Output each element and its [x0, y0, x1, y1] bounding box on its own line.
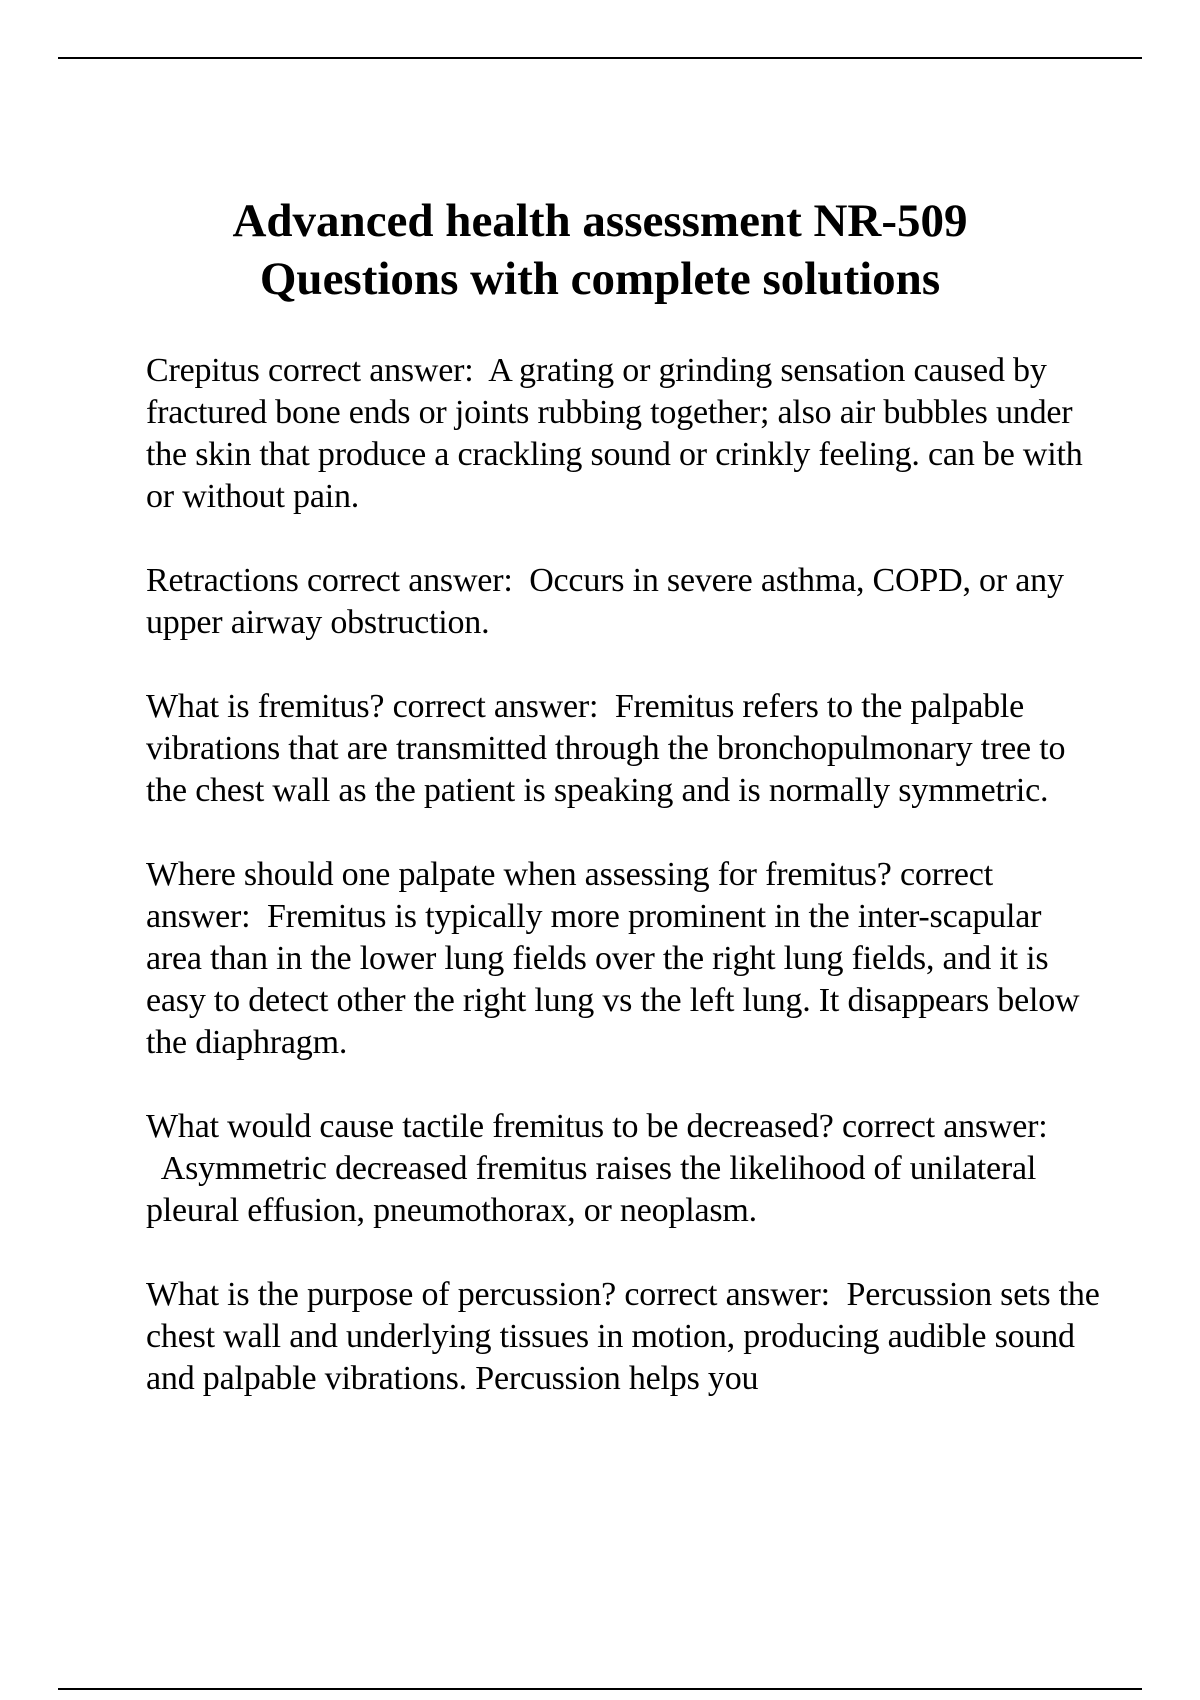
question-text: What is the purpose of percussion?: [146, 1276, 617, 1313]
qa-entry-crepitus: [146, 350, 1102, 518]
answer-marker: correct answer:: [624, 1276, 830, 1313]
qa-entry-percussion: [146, 1274, 1102, 1400]
qa-entry-fremitus-palpation: [146, 854, 1102, 1064]
question-text: Retractions: [146, 562, 299, 599]
qa-entry-retractions: [146, 560, 1102, 644]
answer-marker: correct answer:: [392, 688, 599, 725]
answer-marker: correct answer:: [306, 562, 513, 599]
answer-text: Occurs in severe asthma, COPD, or any upper airway obstruction.: [146, 562, 1064, 641]
qa-entry-decreased-fremitus: [146, 1106, 1102, 1232]
qa-entry-fremitus-definition: [146, 686, 1102, 812]
title-line-1: Advanced health assessment NR-509: [232, 195, 968, 247]
question-text: What is fremitus?: [146, 688, 385, 725]
qa-list: [146, 350, 1102, 1400]
answer-marker: correct answer:: [841, 1108, 1048, 1145]
answer-text: Fremitus refers to the palpable vibrations that are transmitted through the bronchopulmonary tree to the chest wall as the patient is speaking and is normally symmetric.: [146, 688, 1066, 809]
answer-text: Asymmetric decreased fremitus raises the likelihood of unilateral pleural effusion, pneumothorax, or neoplasm.: [146, 1150, 1037, 1229]
answer-marker: correct answer:: [267, 352, 474, 389]
answer-text: A grating or grinding sensation caused by fractured bone ends or joints rubbing together; also air bubbles under the skin that produce a crackling sound or crinkly feeling. can be with or without pain.: [146, 352, 1083, 515]
answer-text: Percussion sets the chest wall and underlying tissues in motion, producing audible sound and palpable vibrations. Percussion helps you: [146, 1276, 1100, 1397]
document-title: [100, 192, 1100, 308]
question-text: What would cause tactile fremitus to be decreased?: [146, 1108, 834, 1145]
top-rule: [58, 57, 1142, 59]
answer-text: Fremitus is typically more prominent in the inter-scapular area than in the lower lung fields over the right lung fields, and it is easy to detect other the right lung vs the left lung. It disappears below the diaphragm.: [146, 898, 1080, 1061]
bottom-rule: [58, 1688, 1142, 1690]
title-line-2: Questions with complete solutions: [259, 253, 941, 305]
question-text: Where should one palpate when assessing for fremitus?: [146, 856, 892, 893]
question-text: Crepitus: [146, 352, 260, 389]
answer-marker: correct answer:: [146, 856, 993, 935]
